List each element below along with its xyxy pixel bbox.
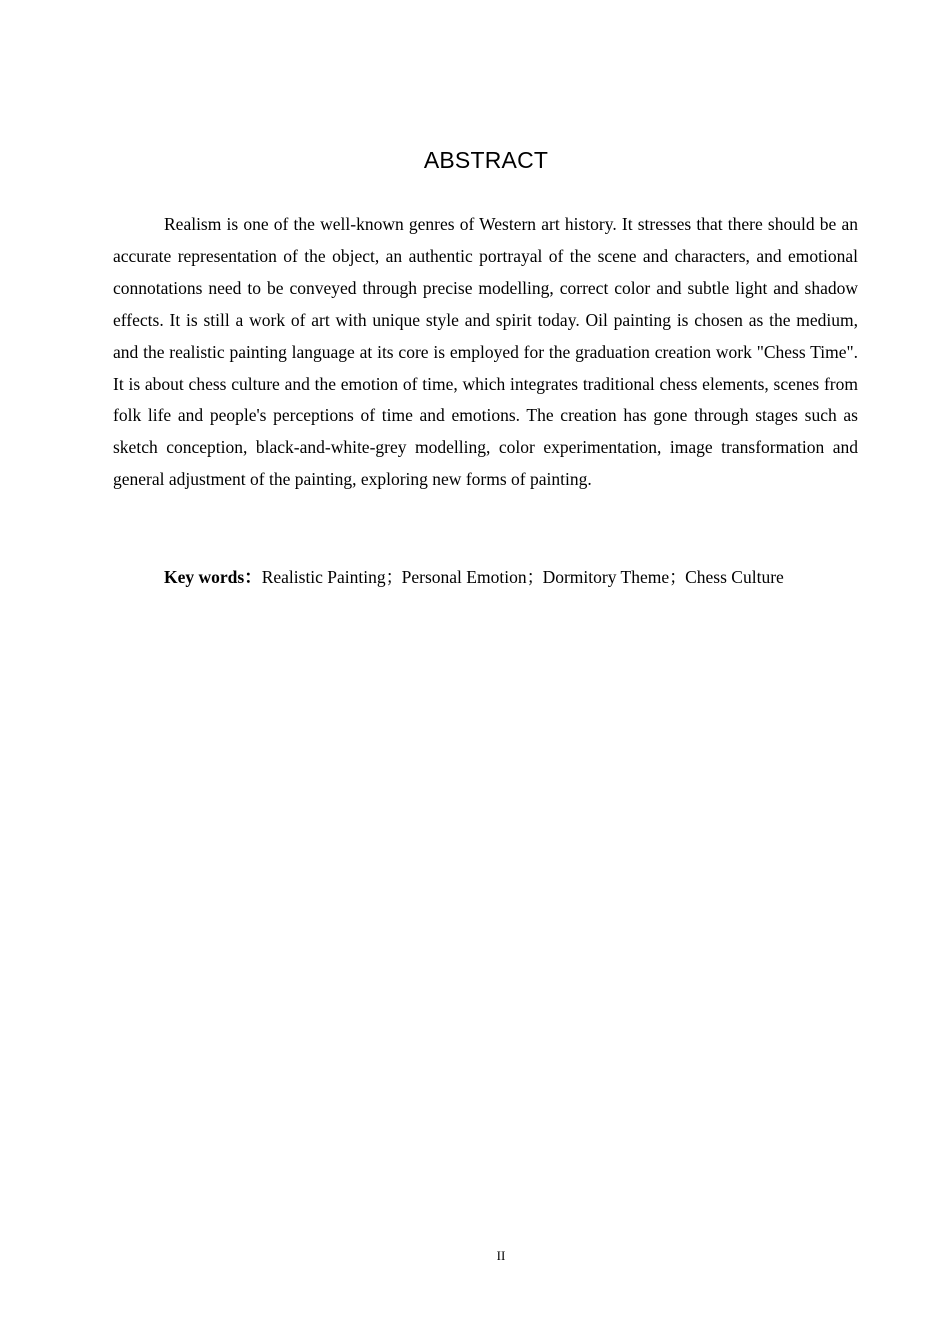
keyword-separator: ； [526, 567, 545, 587]
keyword-separator: ； [669, 567, 687, 587]
keyword-separator: ； [385, 567, 404, 587]
keyword-item: Chess Culture [685, 567, 784, 587]
keywords-label-separator: ： [244, 567, 262, 587]
page-title: ABSTRACT [423, 147, 549, 173]
abstract-paragraph: Realism is one of the well-known genres of Western art history. It stresses that there should be an accurate representation of the object, an authentic portrayal of the scene and characters, and emotional connotations need to be conveyed through precise modelling, correct color and subtle light and shadow effects. It is still a work of art with unique style and spirit today. Oil painting is chosen as the medium, and the realistic painting language at its core is employed for the graduation creation work "Chess Time". It is about chess culture and the emotion of time, which integrates traditional chess elements, scenes from folk life and people's perceptions of time and emotions. The creation has gone through stages such as sketch conception, black-and-white-grey modelling, color experimentation, image transformation and general adjustment of the painting, exploring new forms of painting. [113, 214, 858, 490]
page-number: II [496, 1248, 506, 1263]
keywords-label: Key words [164, 567, 245, 587]
keyword-item: Dormitory Theme [542, 567, 670, 587]
keyword-item: Realistic Painting [261, 567, 386, 587]
keywords-line [164, 562, 884, 592]
keyword-item: Personal Emotion [401, 567, 527, 587]
